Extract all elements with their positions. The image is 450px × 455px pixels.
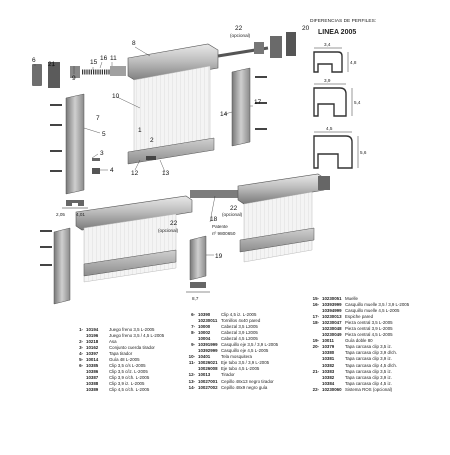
part-description: Tapa carcasa clip 3,5 iz. — [345, 344, 392, 350]
end-cap-far-right — [318, 176, 330, 190]
profile-labels — [310, 18, 376, 155]
callout-13: 13 — [162, 170, 170, 177]
part-row — [182, 385, 278, 391]
part-description: Tornillos 4x40 pared — [221, 318, 261, 324]
pull-cap-4 — [92, 168, 100, 174]
dim-401: 4,01 — [76, 212, 85, 217]
part-code: 10390 — [198, 312, 211, 317]
part-number: 7- — [191, 324, 195, 330]
callout-4: 4 — [110, 167, 114, 174]
profile-35 — [314, 52, 342, 72]
part-description: Eje tubo 3,5 / 3,9 L-2005 — [221, 360, 270, 366]
callout-6: 6 — [32, 57, 36, 64]
part-number: 21- — [312, 368, 319, 374]
top-assembly — [32, 32, 296, 208]
part-description: Sistema ROS (opcional) — [345, 386, 393, 392]
part-description: Tapa carcasa clip 3,9 iz. — [345, 374, 392, 380]
end-cap-6 — [32, 64, 42, 86]
part-description: Casquillo eje 4,5 L-2005 — [221, 348, 269, 354]
part-description: Tapa carcasa clip 3,9 d/ch. — [345, 350, 397, 356]
callout-16: 16 — [100, 55, 108, 62]
part-description: Tirador — [221, 372, 235, 378]
part-code: 10230011 — [198, 318, 218, 324]
callout-18: 18 — [210, 216, 218, 223]
part-description: Guía doble 80 — [345, 338, 373, 344]
profiles-title: LINEA 2005 — [318, 29, 357, 36]
part-description: Conjunto cuerda tirador — [109, 345, 155, 351]
part-code: 10394999 — [322, 308, 342, 314]
part-number: 13- — [188, 378, 195, 384]
part-code: 10194 — [86, 327, 99, 332]
part-description: Clip 3,9 c/ch. L-2005 — [109, 375, 150, 381]
callout-7: 7 — [96, 115, 100, 122]
part-number: 20- — [312, 344, 319, 350]
outer-rail-left — [54, 228, 70, 304]
part-row — [306, 387, 409, 393]
part-code: 10385 — [86, 363, 99, 369]
part-description: Casquillo muelle 3,5 / 3,9 L-2005 — [345, 302, 410, 308]
part-description: Clip 3,5 c/iz. L-2005 — [109, 369, 148, 375]
part-description: Cabezal 4,5 L2005 — [221, 336, 258, 342]
dim-34: 3,4 — [324, 42, 331, 47]
part-description: Cabezal 3,9 L2005 — [221, 330, 258, 336]
profile-39 — [314, 88, 346, 116]
part-description: Pieza central 4,5 L-2005 — [345, 332, 393, 338]
callout-21: 21 — [48, 61, 56, 68]
part-description: Muelle — [345, 296, 358, 301]
part-description: Pieza central 3,9 L-2005 — [345, 326, 393, 332]
dim-39: 3,9 — [324, 78, 331, 83]
bottom-assembly — [40, 174, 330, 304]
part-description: Espiche pared — [345, 314, 374, 320]
double-guide-section — [190, 282, 206, 288]
dim-45: 4,5 — [326, 126, 333, 131]
part-number: 19- — [312, 338, 319, 344]
axle-tube-11 — [110, 66, 126, 76]
part-code: 10027001 — [198, 378, 218, 384]
callout-5: 5 — [102, 131, 106, 138]
part-code: 10196 — [86, 333, 99, 339]
callout-1: 1 — [138, 127, 142, 134]
callout-20: 20 — [302, 25, 310, 32]
patent-label: Patente — [212, 224, 228, 229]
part-description: Tapa tirador — [109, 351, 133, 357]
part-description: Tapa carcasa clip 4,5 iz. — [345, 380, 392, 386]
part-number: 10- — [188, 354, 195, 360]
part-code: 10026008 — [198, 366, 218, 372]
callout-14: 14 — [220, 111, 228, 118]
dim-48: 4,8 — [350, 60, 357, 65]
part-description: Tapa carcasa clip 3,5 iz. — [345, 368, 392, 374]
part-code: 10391999 — [198, 342, 218, 348]
part-number: 6- — [191, 312, 195, 317]
part-code: 10382 — [322, 374, 335, 380]
callout-22c: 22 — [230, 205, 238, 212]
part-code: 10230013 — [322, 314, 342, 320]
part-description: Clip 4,5 c/ch. L-2005 — [109, 387, 150, 393]
part-description: Pieza central 3,5 L-2005 — [345, 320, 393, 326]
part-description: Clip 4,5 iz. L-2005 — [221, 312, 257, 317]
callout-9: 9 — [72, 75, 76, 82]
part-code: 10388 — [86, 381, 99, 387]
part-description: Tapa carcasa clip 4,5 d/ch. — [345, 362, 397, 368]
part-code: 10230049 — [322, 332, 342, 338]
profile-sections — [314, 48, 358, 168]
callout-8: 8 — [132, 40, 136, 47]
part-row — [70, 387, 164, 393]
part-code: 10230048 — [322, 326, 342, 332]
part-code: 10392999 — [198, 348, 218, 354]
part-number: 5- — [79, 357, 83, 363]
note-opcional-a: (opcional) — [230, 33, 251, 38]
part-number: 14- — [188, 384, 195, 390]
part-code: 10384 — [322, 380, 335, 386]
parts-list-middle — [182, 312, 278, 391]
part-description: Clip 3,5 c/s L-2005 — [109, 363, 146, 369]
part-number: 11- — [188, 360, 195, 366]
part-description: Casquillo eje 3,5 / 3,9 L-2005 — [221, 342, 279, 348]
part-code: 10230051 — [322, 296, 342, 301]
part-number: 22- — [312, 386, 319, 392]
dim-205: 2,05 — [56, 212, 65, 217]
dim-54: 5,4 — [354, 100, 361, 105]
part-code: 10401 — [198, 354, 211, 360]
part-code: 10000 — [198, 324, 211, 330]
part-code: 10162 — [86, 345, 99, 351]
part-code: 10011 — [322, 338, 334, 344]
part-code: 10002 — [198, 330, 211, 336]
part-description: Cepillo 48x9 negro guía — [221, 384, 268, 390]
part-description: Casquillo muelle 4,5 L-2005 — [345, 308, 400, 314]
callout-22a: 22 — [235, 25, 243, 32]
part-code: 10389 — [86, 387, 99, 393]
note-opcional-c: (opcional) — [222, 212, 243, 217]
part-code: 10387 — [86, 375, 99, 381]
handle-2 — [146, 156, 156, 160]
part-description: Clip 3,9 iz. L-2005 — [109, 381, 145, 387]
screws-bottom — [40, 230, 52, 266]
part-code: 10397 — [86, 351, 99, 357]
part-description: Cepillo 48x13 negro tirador — [221, 378, 274, 384]
part-number: 9- — [191, 342, 195, 348]
part-number: 8- — [191, 330, 195, 336]
callout-10: 10 — [112, 93, 120, 100]
double-guide-19 — [190, 236, 206, 280]
part-number — [70, 387, 83, 393]
part-number: 4- — [79, 351, 83, 357]
part-description: Tela mosquitera — [221, 354, 252, 360]
callout-11: 11 — [110, 55, 117, 62]
part-description: Juego freno 3,5 L-2005 — [109, 327, 155, 332]
part-description: Tapa carcasa clip 3,9 iz. — [345, 356, 392, 362]
part-code: 10218 — [86, 339, 99, 345]
patent-number: nº 9800650 — [212, 231, 236, 236]
part-number: 12- — [188, 372, 195, 378]
part-code: 10379 — [322, 344, 335, 350]
bushing-16 — [254, 42, 264, 54]
callout-22b: 22 — [170, 220, 178, 227]
rail-section — [66, 200, 84, 206]
part-description: Cabezal 3,5 L2005 — [221, 324, 258, 330]
part-code: 10014 — [86, 357, 99, 363]
part-code: 10230047 — [322, 320, 342, 326]
profile-45 — [314, 136, 352, 168]
part-number: 15- — [312, 296, 319, 301]
part-number: 1- — [79, 327, 83, 332]
part-number: 2- — [79, 339, 83, 345]
callout-19: 19 — [215, 253, 223, 260]
callout-17: 17 — [254, 99, 262, 106]
note-opcional-b: (opcional) — [158, 228, 179, 233]
part-description: Juego freno 3,5 / 4,5 L-2005 — [109, 333, 165, 339]
part-number: 18- — [312, 320, 319, 326]
dim-56: 5,6 — [360, 150, 367, 155]
part-number: 3- — [79, 345, 83, 351]
part-code: 10386 — [86, 369, 99, 375]
part-code: 10383 — [322, 368, 335, 374]
profiles-header: DIFERENCIAS DE PERFILES: — [310, 19, 377, 24]
part-description: Eje tubo 4,5 L-2005 — [221, 366, 260, 372]
callout-2: 2 — [150, 137, 154, 144]
mesh-right — [244, 192, 312, 262]
callout-12: 12 — [131, 170, 139, 177]
clip-right — [286, 32, 296, 56]
part-number: 16- — [312, 302, 319, 308]
parts-list-left — [70, 327, 164, 394]
part-code: 10381 — [322, 356, 335, 362]
guide-rail-14 — [232, 68, 250, 146]
part-description: Asa — [109, 339, 117, 345]
part-code: 10380 — [322, 350, 335, 356]
part-number: 6- — [79, 363, 83, 369]
callout-3: 3 — [100, 150, 104, 157]
part-description: Guía 48 L-2005 — [109, 357, 140, 363]
part-number: 17- — [312, 314, 319, 320]
part-code: 10027002 — [198, 384, 218, 390]
part-code: 10004 — [198, 336, 211, 342]
pull-cord-3 — [92, 158, 100, 161]
callout-15: 15 — [90, 59, 98, 66]
part-code: 10382 — [322, 362, 335, 368]
dim-87: 8,7 — [192, 296, 199, 301]
end-cap-right — [270, 36, 282, 58]
part-code: 10026021 — [198, 360, 218, 366]
guide-rail-5 — [66, 94, 84, 194]
part-code: 10013 — [198, 372, 211, 378]
parts-list-right — [306, 296, 409, 393]
part-code: 10393999 — [322, 302, 342, 308]
part-code: 10230060 — [322, 386, 342, 392]
